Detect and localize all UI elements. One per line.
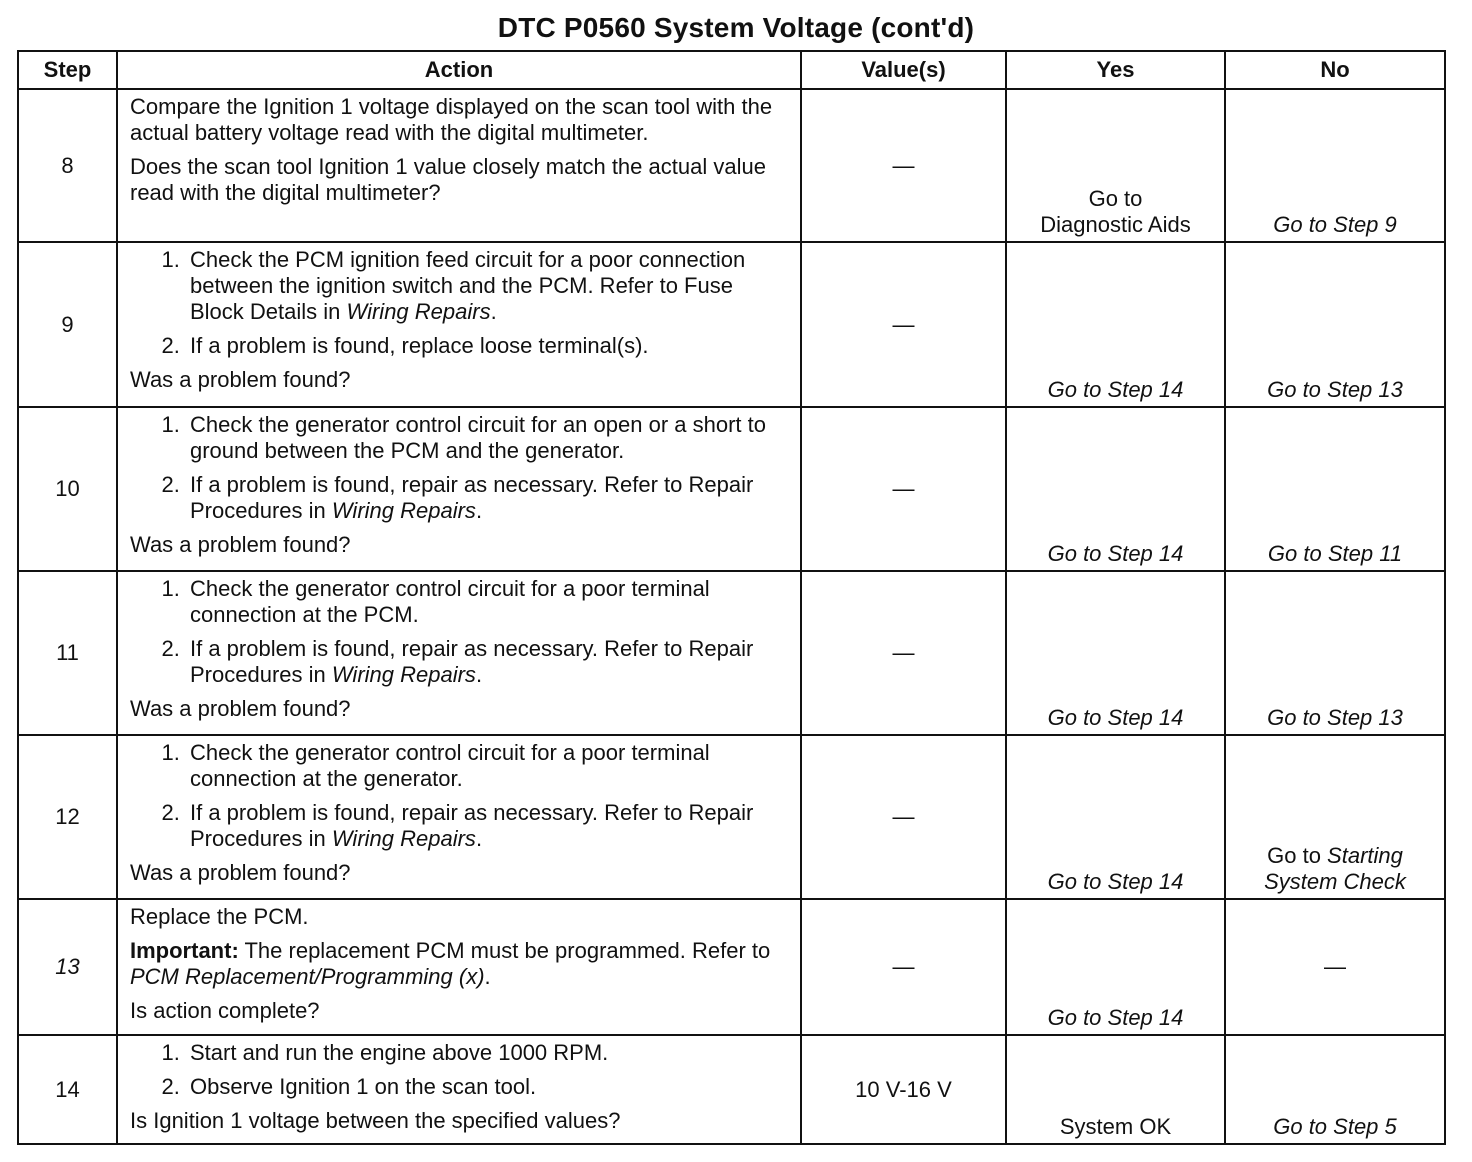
- step-number: 13: [18, 899, 117, 1035]
- yes-cell: [1006, 89, 1225, 242]
- reference-system-check: System Check: [1264, 869, 1406, 894]
- yes-cell: Go to Step 14: [1006, 735, 1225, 899]
- table-row-step-8: [18, 89, 1445, 242]
- step-number: 9: [18, 242, 117, 407]
- table-row-step-11: [18, 571, 1445, 735]
- header-yes: Yes: [1006, 51, 1225, 89]
- yes-text-line2: Diagnostic Aids: [1040, 212, 1191, 237]
- step-number: 14: [18, 1035, 117, 1144]
- action-step-text: If a problem is found, repair as necessary. Refer to Repair Procedures in: [190, 472, 754, 523]
- yes-cell: Go to Step 14: [1006, 242, 1225, 407]
- value-cell: —: [801, 89, 1006, 242]
- action-step-1: 1. Check the generator control circuit for a poor terminal connection at the generator.: [186, 740, 788, 792]
- value-cell: 10 V-16 V: [801, 1035, 1006, 1144]
- no-text-prefix: Go to: [1267, 843, 1328, 868]
- value-cell: —: [801, 242, 1006, 407]
- action-cell: [117, 1035, 801, 1144]
- action-step-1: 1. Start and run the engine above 1000 RPM.: [186, 1040, 788, 1066]
- reference-wiring-repairs: Wiring Repairs: [331, 498, 476, 523]
- reference-pcm-replacement: PCM Replacement/Programming (x): [130, 964, 485, 989]
- no-cell: [1225, 735, 1445, 899]
- no-cell: Go to Step 11: [1225, 407, 1445, 571]
- table-row-step-12: [18, 735, 1445, 899]
- yes-text-line1: Go to: [1088, 186, 1143, 211]
- table-row-step-14: [18, 1035, 1445, 1144]
- no-cell: Go to Step 9: [1225, 89, 1445, 242]
- yes-cell: System OK: [1006, 1035, 1225, 1144]
- reference-wiring-repairs: Wiring Repairs: [331, 826, 476, 851]
- no-cell: Go to Step 5: [1225, 1035, 1445, 1144]
- header-no: No: [1225, 51, 1445, 89]
- value-cell: —: [801, 571, 1006, 735]
- action-cell: [117, 735, 801, 899]
- step-number: 11: [18, 571, 117, 735]
- action-steps: [130, 1040, 788, 1100]
- value-cell: —: [801, 899, 1006, 1035]
- step-number: 8: [18, 89, 117, 242]
- header-step: Step: [18, 51, 117, 89]
- action-question: Was a problem found?: [130, 860, 351, 885]
- diagnostic-table: [17, 50, 1446, 1145]
- step-number: 10: [18, 407, 117, 571]
- table-row-step-9: [18, 242, 1445, 407]
- action-step-text: If a problem is found, repair as necessary. Refer to Repair Procedures in: [190, 636, 754, 687]
- action-question: Was a problem found?: [130, 532, 351, 557]
- action-cell: [117, 571, 801, 735]
- important-label: Important:: [130, 938, 239, 963]
- action-question: Does the scan tool Ignition 1 value closely match the actual value read with the digital multimeter?: [130, 154, 766, 205]
- action-step-1: 1. Check the generator control circuit for a poor terminal connection at the PCM.: [186, 576, 788, 628]
- action-step-2: [186, 800, 788, 852]
- action-cell: [117, 242, 801, 407]
- action-step-1: 1. Check the generator control circuit for an open or a short to ground between the PCM and the generator.: [186, 412, 788, 464]
- header-values: Value(s): [801, 51, 1006, 89]
- action-step-1: [186, 247, 788, 325]
- action-steps: [130, 247, 788, 359]
- value-cell: —: [801, 735, 1006, 899]
- table-row-step-10: [18, 407, 1445, 571]
- action-step-text: Check the PCM ignition feed circuit for a poor connection between the ignition switch and the PCM. Refer to Fuse Block Details in: [190, 247, 746, 324]
- action-steps: [130, 576, 788, 688]
- action-question: Is Ignition 1 voltage between the specified values?: [130, 1108, 621, 1133]
- yes-cell: Go to Step 14: [1006, 571, 1225, 735]
- action-step-2: [186, 636, 788, 688]
- action-cell: [117, 407, 801, 571]
- no-cell: —: [1225, 899, 1445, 1035]
- no-text-line1: [1226, 843, 1444, 869]
- yes-cell: Go to Step 14: [1006, 899, 1225, 1035]
- no-cell: Go to Step 13: [1225, 242, 1445, 407]
- action-step-punct: .: [490, 299, 497, 324]
- action-question: Was a problem found?: [130, 696, 351, 721]
- table-header-row: [18, 51, 1445, 89]
- step-number: 12: [18, 735, 117, 899]
- table-row-step-13: [18, 899, 1445, 1035]
- action-steps: [130, 740, 788, 852]
- important-text: The replacement PCM must be programmed. Refer to: [238, 938, 771, 963]
- action-cell: [117, 899, 801, 1035]
- action-cell: [117, 89, 801, 242]
- important-note: [130, 938, 788, 990]
- action-step-punct: .: [475, 498, 483, 523]
- action-step-2: 2. Observe Ignition 1 on the scan tool.: [186, 1074, 788, 1100]
- action-text: Replace the PCM.: [130, 904, 309, 929]
- action-question: Is action complete?: [130, 998, 320, 1023]
- action-step-2: [186, 472, 788, 524]
- reference-wiring-repairs: Wiring Repairs: [346, 299, 491, 324]
- important-punct: .: [484, 964, 491, 989]
- page-title: DTC P0560 System Voltage (cont'd): [497, 12, 975, 43]
- value-cell: —: [801, 407, 1006, 571]
- header-action: Action: [117, 51, 801, 89]
- yes-cell: Go to Step 14: [1006, 407, 1225, 571]
- action-steps: [130, 412, 788, 524]
- reference-starting: Starting: [1327, 843, 1403, 868]
- reference-wiring-repairs: Wiring Repairs: [331, 662, 476, 687]
- action-question: Was a problem found?: [130, 367, 351, 392]
- action-step-punct: .: [475, 826, 483, 851]
- action-step-2: 2. If a problem is found, replace loose terminal(s).: [186, 333, 788, 359]
- action-step-punct: .: [475, 662, 483, 687]
- action-step-text: If a problem is found, repair as necessary. Refer to Repair Procedures in: [190, 800, 754, 851]
- no-cell: Go to Step 13: [1225, 571, 1445, 735]
- action-text: Compare the Ignition 1 voltage displayed on the scan tool with the actual battery voltage read with the digital multimeter.: [130, 94, 773, 145]
